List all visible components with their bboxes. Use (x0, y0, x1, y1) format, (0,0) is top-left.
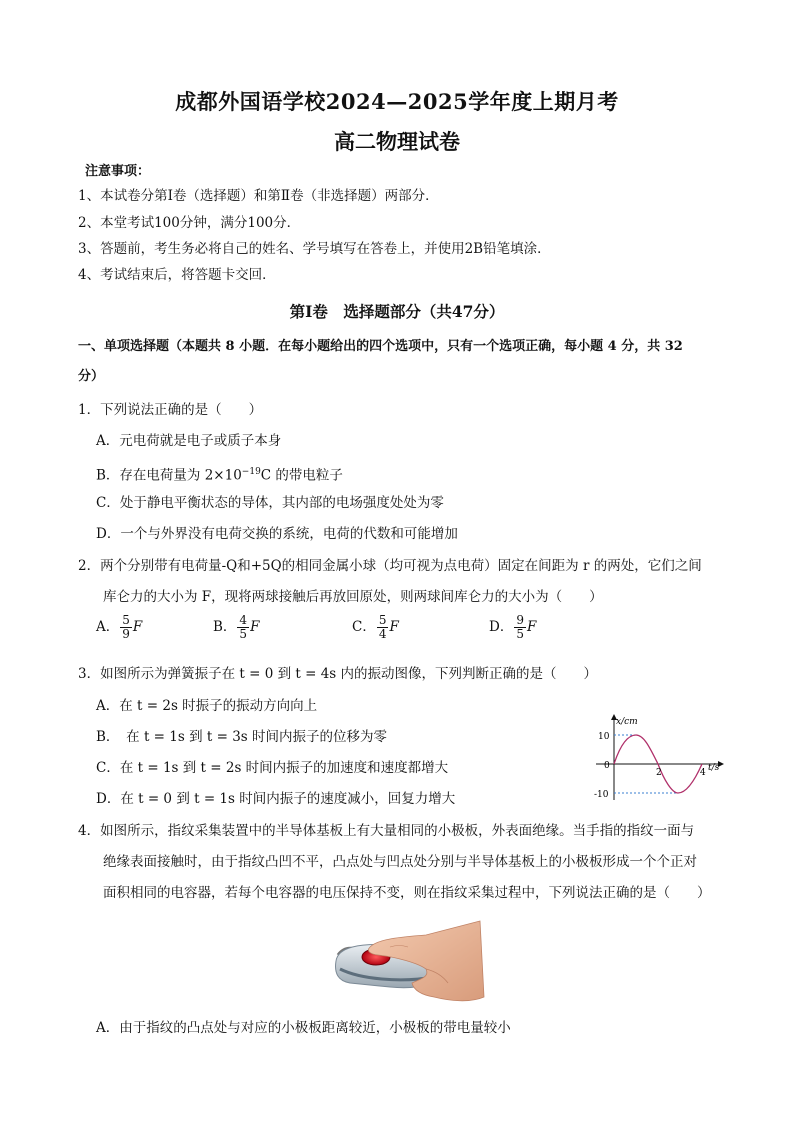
q3-option-c: C．在 t = 1s 到 t = 2s 时间内振子的加速度和速度都增大 (96, 760, 449, 776)
tick-neg10: -10 (594, 790, 609, 800)
notice-item-3: 3、答题前，考生务必将自己的姓名、学号填写在答卷上，并使用2B铅笔填涂． (78, 241, 551, 257)
tick-10: 10 (598, 732, 610, 742)
part1-instructions-line1: 一、单项选择题（本题共 8 小题．在每小题给出的四个选项中，只有一个选项正确，每小题 4 分，共 32 (78, 339, 683, 354)
exam-subtitle: 高二物理试卷 (334, 129, 460, 154)
q1-option-c: C．处于静电平衡状态的导体，其内部的电场强度处处为零 (96, 495, 444, 511)
q2-option-b: B． $\frac{4}{5}$ F (213, 613, 260, 641)
notice-heading: 注意事项： (85, 164, 151, 179)
y-axis-label: x/cm (616, 717, 638, 727)
notice-item-4: 4、考试结束后，将答题卡交回． (78, 267, 276, 283)
q3-stem: 3．如图所示为弹簧振子在 t = 0 到 t = 4s 内的振动图像，下列判断正确的是（ ） (78, 666, 597, 682)
q4-option-a: A．由于指纹的凸点处与对应的小极板距离较近，小极板的带电量较小 (96, 1020, 511, 1036)
q1-option-b: B．存在电荷量为 $2\times 10^{-19}C$ 的带电粒子 (96, 467, 343, 484)
q2-stem-line1: 2．两个分别带有电荷量-Q和+5Q的相同金属小球（均可视为点电荷）固定在间距为 r 的两处，它们之间 (78, 558, 702, 574)
fingerprint-scanner-image (330, 917, 486, 1005)
tick-0: 0 (604, 761, 610, 771)
q3-option-b: B． 在 t = 1s 到 t = 3s 时间内振子的位移为零 (96, 729, 388, 745)
section-title: 第Ⅰ卷 选择题部分（共47分） (289, 302, 505, 321)
notice-item-1: 1、本试卷分第Ⅰ卷（选择题）和第Ⅱ卷（非选择题）两部分． (78, 188, 439, 204)
q3-option-a: A．在 t = 2s 时振子的振动方向向上 (96, 698, 318, 714)
q1-option-a: A．元电荷就是电子或质子本身 (96, 433, 282, 449)
x-axis-label: t/s (708, 763, 720, 773)
q1-stem: 1．下列说法正确的是（ ） (78, 402, 263, 418)
vibration-graph (578, 712, 728, 804)
q2-option-c: C． $\frac{5}{4}$ F (352, 613, 399, 641)
q4-stem-line3: 面积相同的电容器，若每个电容器的电压保持不变，则在指纹采集过程中，下列说法正确的是（ ） (103, 885, 711, 901)
part1-instructions-line2: 分） (78, 369, 105, 384)
q2-option-d: D． $\frac{9}{5}$ F (489, 613, 537, 641)
q2-stem-line2: 库仑力的大小为 F，现将两球接触后再放回原处，则两球间库仑力的大小为（ ） (103, 589, 603, 605)
q2-option-a: A． $\frac{5}{9}$ F (96, 613, 143, 641)
q4-stem-line1: 4．如图所示，指纹采集装置中的半导体基板上有大量相同的小极板，外表面绝缘。当手指的指纹一面与 (78, 823, 695, 839)
q4-stem-line2: 绝缘表面接触时，由于指纹凸凹不平，凸点处与凹点处分别与半导体基板上的小极板形成一个个正对 (103, 854, 697, 870)
tick-4: 4 (700, 768, 706, 778)
q1-option-d: D．一个与外界没有电荷交换的系统，电荷的代数和可能增加 (96, 526, 458, 542)
tick-2: 2 (656, 768, 662, 778)
exam-title: 成都外国语学校2024—2025学年度上期月考 (175, 89, 619, 114)
q3-option-d: D．在 t = 0 到 t = 1s 时间内振子的速度减小，回复力增大 (96, 791, 456, 807)
notice-item-2: 2、本堂考试100分钟，满分100分． (78, 215, 301, 231)
